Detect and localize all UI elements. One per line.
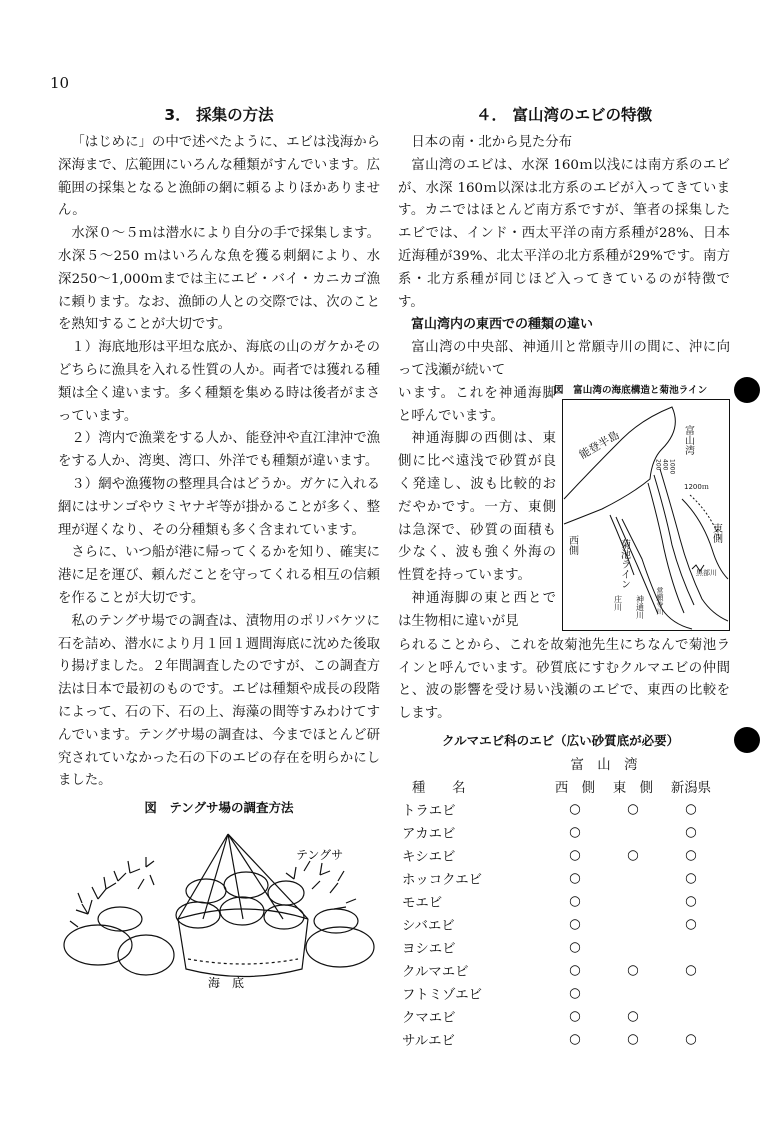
paragraph: １）海底地形は平坦な底か、海底の山のガケかそのどちらに漁具を入れる性質の人か。両者では獲れる種類は全く違います。多く種類を集める時は後者がまさっています。 [58, 340, 380, 424]
species-table [402, 752, 720, 1051]
map-drawing [562, 399, 730, 631]
table-header-niigata: 新潟県 [670, 780, 712, 796]
paragraph: 「はじめに」の中で述べたように、エビは浅海から深海まで、広範囲にいろんな種類がすんでいます。広範囲の採集となると漁師の網に頼るよりほかありません。 [58, 135, 380, 219]
subheading-distribution: 日本の南・北から見た分布 [411, 135, 573, 150]
map-label-west: 西側 [566, 534, 578, 555]
paragraph: 神通海脚の西側は、東側に比べ遠浅で砂質が良く発達し、波も比較的おだやかです。一方、東側は急深で、砂質の面積も少なく、波も強く外海の性質を持っています。 [398, 431, 556, 584]
table-row: クマエビ ○ ○ [402, 1008, 639, 1026]
paragraph: ２）湾内で漁業をする人か、能登沖や直江津沖で漁をする人か、湾奥、湾口、外洋でも種類が違います。 [58, 431, 380, 470]
map-label-east: 東側 [710, 522, 722, 543]
section-heading-collection: 3． 採集の方法 [164, 106, 274, 124]
table-row: トラエビ ○ ○ ○ [402, 801, 697, 819]
map-label-depth-a: 200 [654, 458, 662, 471]
table-row: ホッコクエビ ○ ○ [402, 870, 697, 888]
table-row: アカエビ ○ ○ [402, 824, 697, 842]
binding-hole-mark [734, 727, 760, 753]
table-header-east: 東 側 [612, 780, 654, 796]
paragraph: さらに、いつ船が港に帰ってくるかを知り、確実に港に足を運び、頼んだことを守ってくれる相互の信頼を作ることが大切です。 [58, 545, 380, 606]
paragraph: 富山湾の中央部、神通川と常願寺川の間に、沖に向って浅瀬が続いて [398, 340, 730, 378]
label-sea-bottom: 海 底 [208, 976, 245, 990]
paragraph: 神通海脚の東と西とでは生物相に違いが見 [398, 590, 556, 629]
binding-hole-mark [734, 377, 760, 403]
section-heading-toyama-shrimp: ４． 富山湾のエビの特徴 [476, 106, 652, 124]
table-row: ヨシエビ ○ [402, 939, 581, 957]
table-group-header: 富 山 湾 [570, 757, 638, 773]
map-label-noto: 能登半島 [577, 428, 622, 462]
table-row: キシエビ ○ ○ ○ [402, 847, 697, 865]
toyama-bay-map [554, 383, 730, 635]
map-label-depth-b: 400 [661, 458, 669, 471]
paragraph: られることから、これを故菊池先生にちなんで菊池ラインと呼んでいます。砂質底にすむクルマエビの仲間と、波の影響を受け易い浅瀬のエビで、東西の比較をします。 [398, 637, 730, 722]
paragraph: います。これを神通海脚と呼んでいます。 [398, 385, 556, 424]
table-header-west: 西 側 [554, 780, 596, 796]
map-label-kurobe-river: 黒部川 [696, 568, 717, 577]
map-label-joganji-river: 常願寺川 [656, 586, 664, 615]
page-number: 10 [50, 74, 70, 92]
subheading-east-west: 富山湾内の東西での種類の違い [411, 317, 594, 333]
map-label-jinzu-river: 神通川 [635, 594, 645, 619]
paragraph: 私のテングサ場での調査は、漬物用のポリバケツに石を詰め、潜水により月１回１週間海底に沈めた後取り揚げました。２年間調査したのですが、この調査方法は日本で最初のものです。エビは種類や成長の段階によって、石の下、石の上、海藻の間等すみわけてすんでいます。テングサ場の調査は、今までほとんど研究されていなかった石の下のエビの存在を明らかにしました。 [58, 613, 380, 789]
map-label-depth: 1200ｍ [684, 482, 709, 491]
table-row: クルマエビ ○ ○ ○ [402, 962, 697, 980]
table-row: シバエビ ○ ○ [402, 916, 697, 934]
map-caption: 図 富山湾の海底構造と菊池ライン [554, 384, 708, 396]
map-label-depth-c: 1000 [668, 458, 676, 475]
right-column [398, 102, 730, 1051]
table-header-name: 種 名 [412, 780, 466, 796]
paragraph: 水深０～５ｍは潜水により自分の手で採集します。水深５～250 ｍはいろんな魚を獲る刺網により、水深250～1,000ｍまでは主にエビ・バイ・カニカゴ漁に頼ります。なお、漁師の人との交際では、次のことを熟知することが大切です。 [58, 226, 380, 333]
paragraph: ３）網や漁獲物の整理具合はどうか。ガケに入れる網にはサンゴやウミヤナギ等が掛かることが多く、整理が遅くなり、その分種類も多く含まれています。 [58, 476, 380, 538]
left-column [58, 102, 380, 993]
map-label-kikuchi-line: 菊池ライン [618, 538, 630, 589]
table-row: フトミゾエビ ○ [402, 985, 581, 1003]
table-row: モエビ ○ ○ [402, 893, 697, 911]
table-caption: クルマエビ科のエビ（広い砂質底が必要） [442, 732, 680, 748]
paragraph: 富山湾のエビは、水深 160ｍ以浅には南方系のエビが、水深 160ｍ以深は北方系のエビが入ってきています。カニではほとんど南方系ですが、筆者の採集したエビでは、インド・西太平洋の南方系種が28%、日本近海種が39%、北太平洋の北方系種が29%です。南方系・北方系種が同じほど入ってきているのが特徴です。 [398, 157, 730, 310]
label-tengusa: テングサ [296, 848, 344, 863]
map-label-toyama-bay: 富山湾 [682, 424, 694, 455]
table-row: サルエビ ○ ○ ○ [402, 1031, 697, 1049]
figure-caption-tengusa: 図 テングサ場の調査方法 [144, 800, 294, 816]
map-label-sho-river: 庄川 [613, 594, 623, 611]
tengusa-survey-figure [58, 819, 380, 989]
